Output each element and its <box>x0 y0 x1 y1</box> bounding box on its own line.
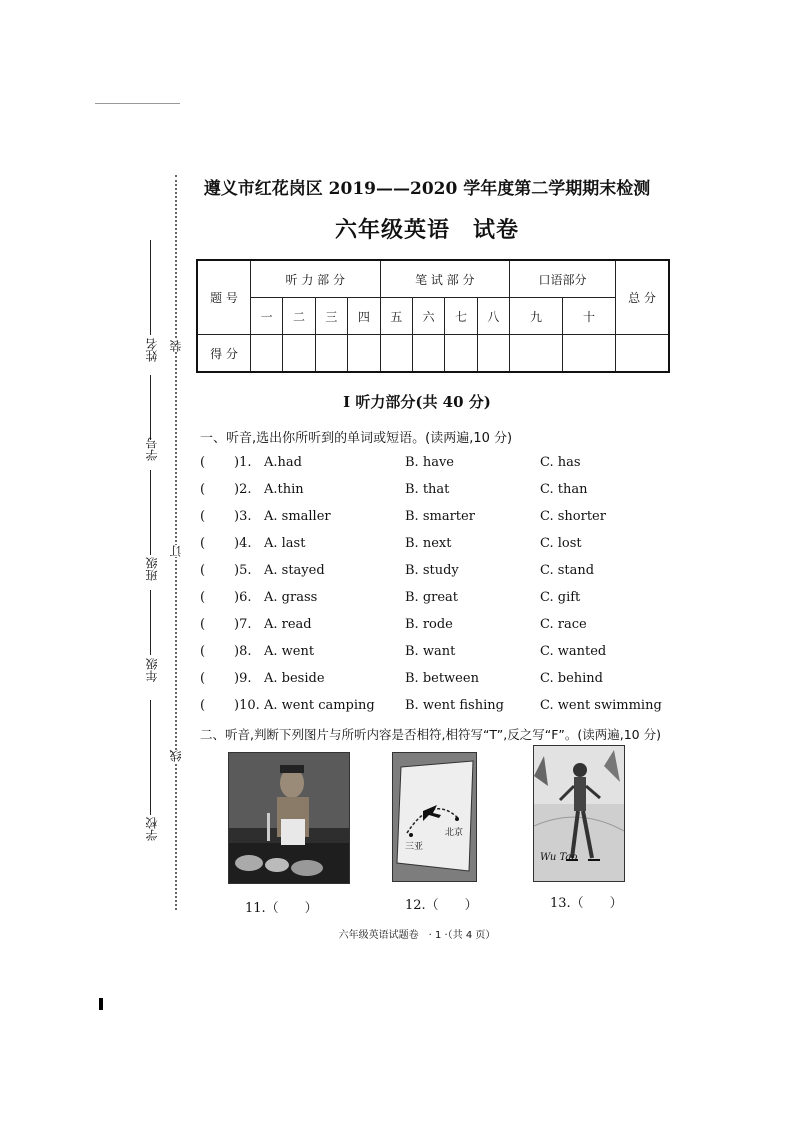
answer-bracket[interactable]: ( <box>200 536 206 551</box>
option-c: C. behind <box>540 671 603 686</box>
scan-edge-line <box>95 103 180 104</box>
option-c: C. than <box>540 482 588 497</box>
question-number: )9. <box>234 671 252 686</box>
grade-blank-line <box>150 590 151 655</box>
question-number: )10. <box>234 698 260 713</box>
question-row <box>200 698 660 720</box>
seal-char-zhuang: 装 <box>169 340 183 352</box>
score-cell[interactable] <box>251 335 283 373</box>
school-label: 学校 <box>145 817 159 841</box>
option-a: A. stayed <box>264 563 325 578</box>
option-b: B. have <box>405 455 454 470</box>
score-cell[interactable] <box>562 335 615 373</box>
option-a: A. went camping <box>264 698 375 713</box>
answer-bracket[interactable]: ( <box>200 671 206 686</box>
question-row <box>200 509 660 531</box>
question-row <box>200 536 660 558</box>
question-number-cell: 三 <box>315 298 347 335</box>
option-a: A. read <box>264 617 312 632</box>
option-c: C. stand <box>540 563 595 578</box>
score-cell[interactable] <box>510 335 563 373</box>
option-a: A.thin <box>264 482 304 497</box>
question-row <box>200 590 660 612</box>
flight-map-illustration <box>393 753 476 881</box>
score-table <box>196 259 670 373</box>
option-b: B. next <box>405 536 452 551</box>
question-row <box>200 563 660 585</box>
answer-bracket[interactable]: ( <box>200 482 206 497</box>
class-blank-line <box>150 470 151 555</box>
answer-bracket[interactable]: ( <box>200 590 206 605</box>
score-cell[interactable] <box>445 335 477 373</box>
score-cell[interactable] <box>283 335 315 373</box>
map-label-beijing: 北京 <box>445 828 464 838</box>
question-number: )7. <box>234 617 252 632</box>
score-cell[interactable] <box>348 335 380 373</box>
question-number-cell: 六 <box>412 298 444 335</box>
option-a: A. smaller <box>264 509 331 524</box>
question-number: )1. <box>234 455 252 470</box>
question-number: )2. <box>234 482 252 497</box>
question-number: )8. <box>234 644 252 659</box>
option-c: C. has <box>540 455 581 470</box>
listening-group-header: 听 力 部 分 <box>251 260 381 298</box>
option-c: C. race <box>540 617 587 632</box>
picture-12-flight-map <box>392 752 477 882</box>
question-number-cell: 四 <box>348 298 380 335</box>
name-label: 姓名 <box>145 338 159 362</box>
question-number: )6. <box>234 590 252 605</box>
picture-12-caption[interactable]: 12.（ ） <box>405 898 478 913</box>
name-blank-line <box>150 240 151 335</box>
option-b: B. smarter <box>405 509 475 524</box>
class-label: 班级 <box>145 557 159 581</box>
question-number-cell: 十 <box>562 298 615 335</box>
total-score-cell[interactable] <box>616 335 670 373</box>
exam-title: 遵义市红花岗区 2019——2020 学年度第二学期期末检测 <box>203 179 651 199</box>
answer-bracket[interactable]: ( <box>200 698 206 713</box>
question-number-cell: 九 <box>510 298 563 335</box>
total-score-label: 总 分 <box>616 260 670 335</box>
seal-char-ding: 订 <box>169 545 183 557</box>
part2-instruction: 二、听音,判断下列图片与所听内容是否相符,相符写“T”,反之写“F”。(读两遍,10 分) <box>200 727 661 742</box>
answer-bracket[interactable]: ( <box>200 617 206 632</box>
score-row-label: 得 分 <box>197 335 251 373</box>
school-blank-line <box>150 700 151 815</box>
exam-subtitle: 六年级英语 试卷 <box>334 217 519 243</box>
oral-group-header: 口语部分 <box>510 260 616 298</box>
answer-bracket[interactable]: ( <box>200 563 206 578</box>
option-b: B. want <box>405 644 456 659</box>
answer-bracket[interactable]: ( <box>200 455 206 470</box>
page-footer: 六年级英语试题卷 · 1 ·（共 4 页） <box>338 930 496 941</box>
question-number-cell: 一 <box>251 298 283 335</box>
written-group-header: 笔 试 部 分 <box>380 260 510 298</box>
question-number-label: 题 号 <box>197 260 251 335</box>
map-label-sanya: 三亚 <box>405 842 424 852</box>
question-row <box>200 671 660 693</box>
picture-13-caption[interactable]: 13.（ ） <box>550 896 623 911</box>
option-a: A. beside <box>264 671 325 686</box>
option-a: A. last <box>264 536 306 551</box>
student-id-label: 学号 <box>145 437 159 461</box>
answer-bracket[interactable]: ( <box>200 644 206 659</box>
score-cell[interactable] <box>477 335 509 373</box>
part1-instruction: 一、听音,选出你所听到的单词或短语。(读两遍,10 分) <box>200 431 513 446</box>
option-b: B. went fishing <box>405 698 504 713</box>
question-number-cell: 七 <box>445 298 477 335</box>
option-b: B. rode <box>405 617 453 632</box>
question-row <box>200 455 660 477</box>
option-c: C. went swimming <box>540 698 662 713</box>
listening-section-title: I 听力部分(共 40 分) <box>343 393 491 411</box>
question-row <box>200 482 660 504</box>
scan-mark <box>99 998 103 1010</box>
score-cell[interactable] <box>380 335 412 373</box>
option-b: B. great <box>405 590 459 605</box>
option-b: B. study <box>405 563 459 578</box>
question-number: )4. <box>234 536 252 551</box>
option-a: A. grass <box>264 590 318 605</box>
question-number-cell: 五 <box>380 298 412 335</box>
score-cell[interactable] <box>412 335 444 373</box>
question-row <box>200 617 660 639</box>
picture-11-caption[interactable]: 11.（ ） <box>245 901 318 916</box>
option-c: C. shorter <box>540 509 606 524</box>
question-number-cell: 八 <box>477 298 509 335</box>
option-b: B. that <box>405 482 450 497</box>
skater-signature: Wu Tao <box>540 852 578 863</box>
question-number: )3. <box>234 509 252 524</box>
binding-dotted-line <box>175 175 177 910</box>
option-c: C. lost <box>540 536 582 551</box>
question-number: )5. <box>234 563 252 578</box>
grade-label: 年级 <box>145 658 159 682</box>
score-cell[interactable] <box>315 335 347 373</box>
option-c: C. wanted <box>540 644 607 659</box>
option-c: C. gift <box>540 590 581 605</box>
picture-11-cook <box>228 752 350 884</box>
cook-illustration <box>229 753 349 883</box>
question-row <box>200 644 660 666</box>
option-a: A. went <box>264 644 315 659</box>
seal-char-xian: 线 <box>169 750 183 762</box>
answer-bracket[interactable]: ( <box>200 509 206 524</box>
picture-13-skater <box>533 745 625 882</box>
option-a: A.had <box>264 455 302 470</box>
question-number-cell: 二 <box>283 298 315 335</box>
option-b: B. between <box>405 671 479 686</box>
